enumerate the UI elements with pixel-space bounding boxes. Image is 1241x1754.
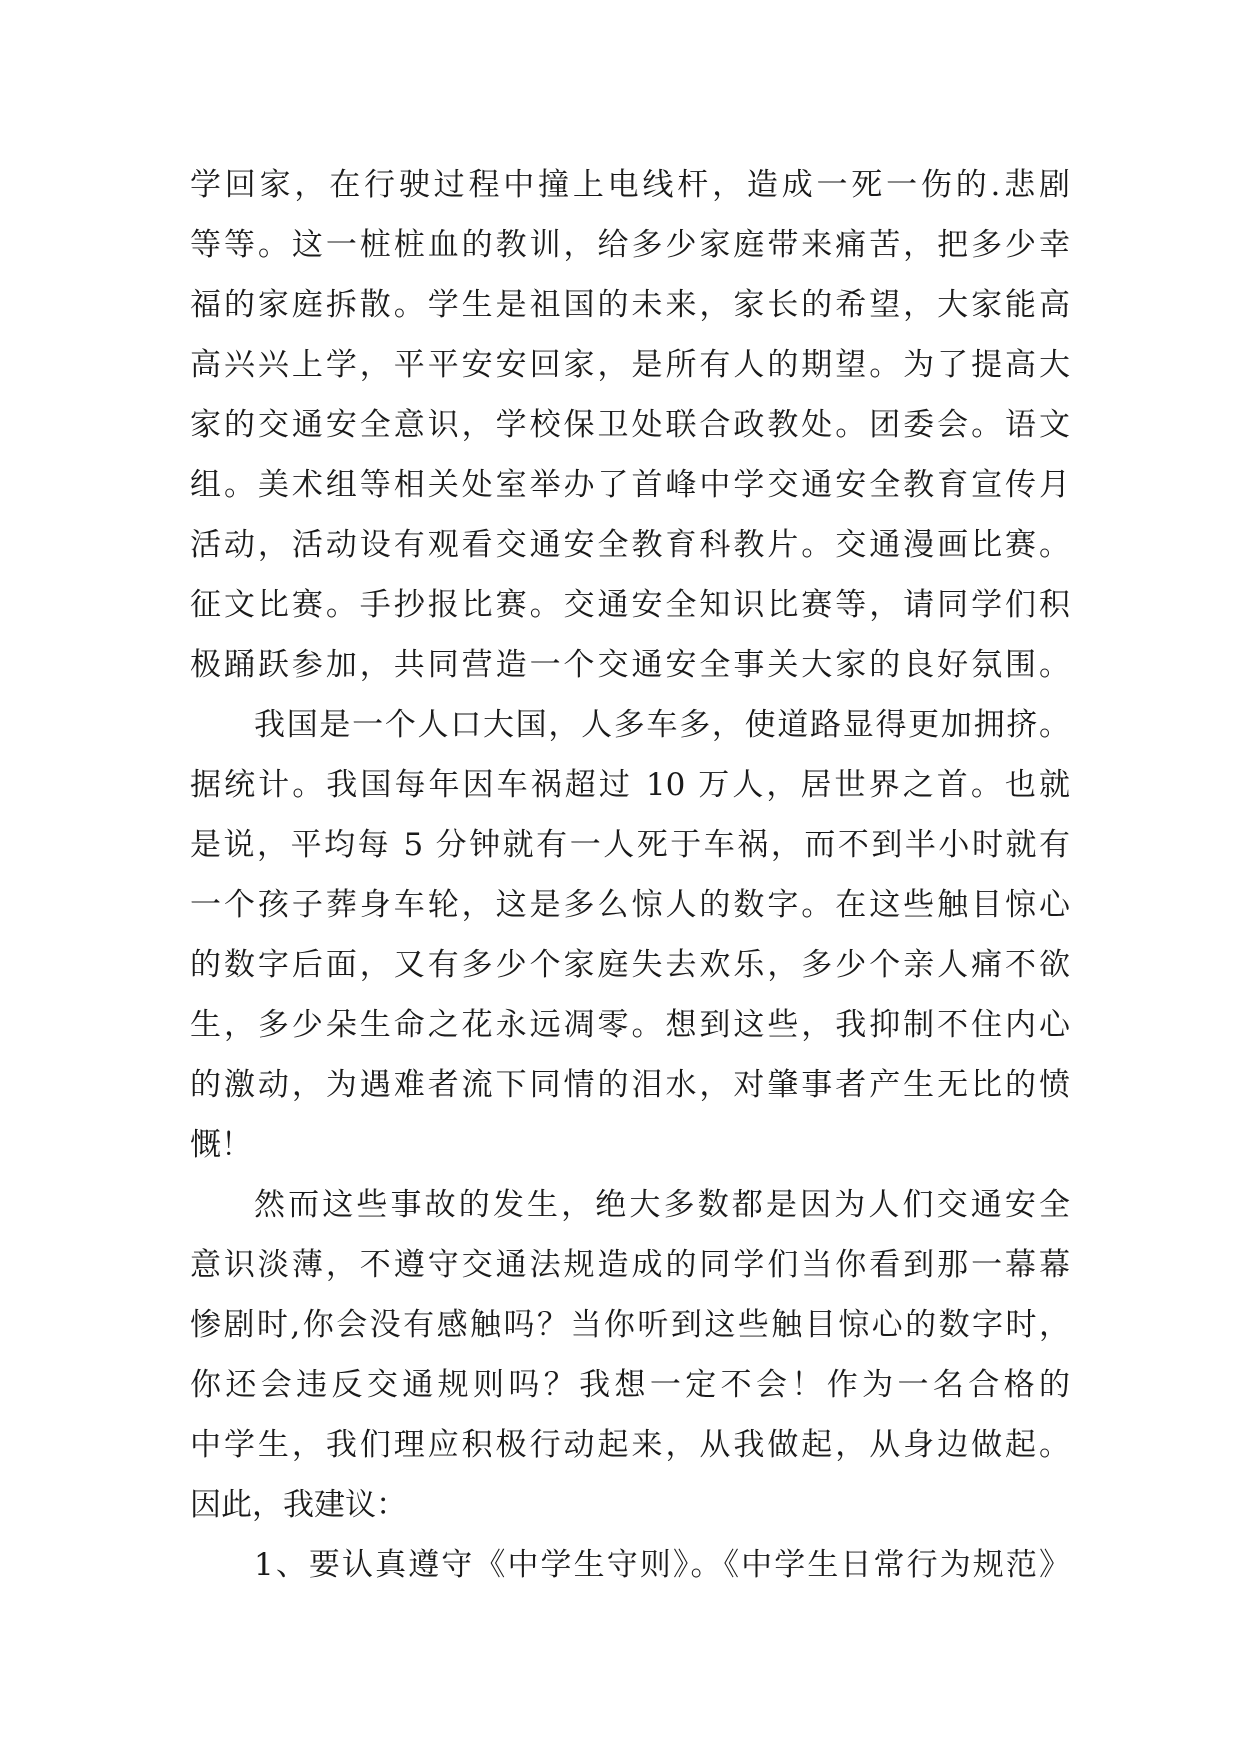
text-line: 生，多少朵生命之花永远凋零。想到这些，我抑制不住内心 xyxy=(190,1007,1070,1043)
text-line: 意识淡薄，不遵守交通法规造成的同学们当你看到那一幕幕 xyxy=(190,1247,1070,1283)
text-line: 等等。这一桩桩血的教训，给多少家庭带来痛苦，把多少幸 xyxy=(190,227,1070,263)
text-line: 的激动，为遇难者流下同情的泪水，对肇事者产生无比的愤 xyxy=(190,1067,1070,1103)
text-line: 中学生，我们理应积极行动起来，从我做起，从身边做起。 xyxy=(190,1427,1070,1463)
text-line: 学回家，在行驶过程中撞上电线杆，造成一死一伤的.悲剧 xyxy=(190,167,1070,203)
text-line: 因此，我建议： xyxy=(190,1487,407,1523)
text-line: 的数字后面，又有多少个家庭失去欢乐，多少个亲人痛不欲 xyxy=(190,947,1070,983)
text-line: 一个孩子葬身车轮，这是多么惊人的数字。在这些触目惊心 xyxy=(190,887,1070,923)
text-line: 组。美术组等相关处室举办了首峰中学交通安全教育宣传月 xyxy=(190,467,1070,503)
text-line: 然而这些事故的发生，绝大多数都是因为人们交通安全 xyxy=(254,1187,1070,1223)
text-line: 据统计。我国每年因车祸超过 10 万人，居世界之首。也就 xyxy=(190,767,1070,803)
text-line: 活动，活动设有观看交通安全教育科教片。交通漫画比赛。 xyxy=(190,527,1070,563)
body-text xyxy=(190,155,1070,1595)
text-line: 我国是一个人口大国，人多车多，使道路显得更加拥挤。 xyxy=(254,707,1070,743)
text-line: 征文比赛。手抄报比赛。交通安全知识比赛等，请同学们积 xyxy=(190,587,1070,623)
text-line: 家的交通安全意识，学校保卫处联合政教处。团委会。语文 xyxy=(190,407,1070,443)
text-line: 你还会违反交通规则吗？我想一定不会！作为一名合格的 xyxy=(190,1367,1070,1403)
text-line: 惨剧时,你会没有感触吗？当你听到这些触目惊心的数字时， xyxy=(190,1307,1070,1343)
text-line: 极踊跃参加，共同营造一个交通安全事关大家的良好氛围。 xyxy=(190,647,1070,683)
text-line: 福的家庭拆散。学生是祖国的未来，家长的希望，大家能高 xyxy=(190,287,1070,323)
text-line: 1、要认真遵守《中学生守则》。《中学生日常行为规范》 xyxy=(254,1547,1070,1583)
text-line: 高兴兴上学，平平安安回家，是所有人的期望。为了提高大 xyxy=(190,347,1070,383)
text-line: 慨！ xyxy=(190,1127,252,1163)
text-line: 是说，平均每 5 分钟就有一人死于车祸，而不到半小时就有 xyxy=(190,827,1070,863)
